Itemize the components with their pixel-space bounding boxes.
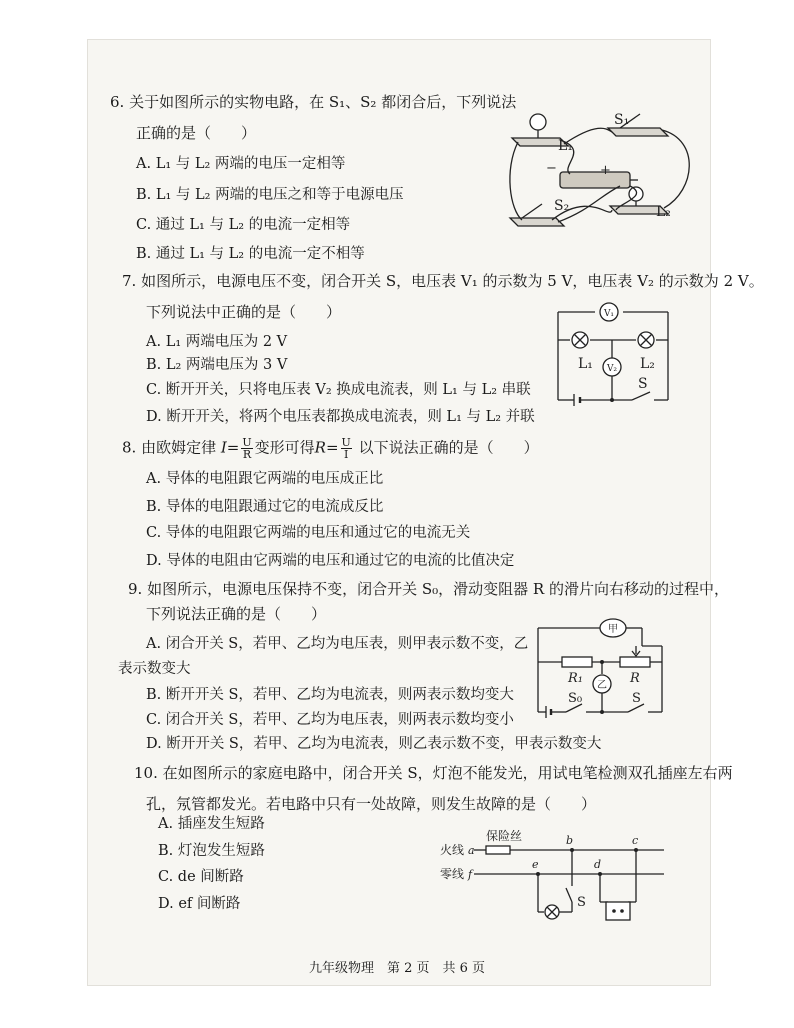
q7-circuit-figure	[550, 300, 678, 410]
q7-fig-l2: L₂	[640, 356, 655, 372]
q9-fig-jia: 甲	[608, 624, 618, 635]
q6-circuit-figure	[500, 100, 700, 240]
q8-option-d: D. 导体的电阻由它两端的电压和通过它的电流的比值决定	[146, 553, 515, 569]
q8-eq2-numerator: U	[341, 436, 351, 449]
q10-fig-e: e	[532, 858, 539, 871]
q7-option-c: C. 断开开关，只将电压表 V₂ 换成电流表，则 L₁ 与 L₂ 串联	[146, 382, 531, 398]
q10-fig-f: f	[468, 868, 473, 881]
q7-stem-line2: 下列说法中正确的是（ ）	[146, 303, 342, 321]
q10-fig-d: d	[594, 858, 602, 871]
q9-circuit-figure	[532, 616, 672, 718]
q9-stem-line1: 9. 如图所示，电源电压保持不变，闭合开关 S₀，滑动变阻器 R 的滑片向右移动的过程中，	[128, 580, 729, 598]
q8-option-c: C. 导体的电阻跟它两端的电压和通过它的电流无关	[146, 525, 471, 541]
q10-option-b: B. 灯泡发生短路	[158, 843, 265, 859]
q6-fig-s2: S₂	[554, 198, 570, 214]
q9-fig-s0: S₀	[568, 691, 583, 706]
q6-option-c: C. 通过 L₁ 与 L₂ 的电流一定相等	[136, 217, 351, 233]
q6-fig-l1: L₁	[558, 138, 573, 154]
q9-fig-r: R	[630, 671, 640, 686]
q8-eq1-numerator: U	[242, 436, 252, 449]
q7-fig-l1: L₁	[578, 356, 593, 372]
q8-stem	[122, 437, 539, 460]
q9-fig-yi: 乙	[597, 680, 607, 691]
q8-option-b: B. 导体的电阻跟通过它的电流成反比	[146, 499, 384, 515]
q10-option-c: C. de 间断路	[158, 869, 244, 885]
q6-option-d: B. 通过 L₁ 与 L₂ 的电流一定不相等	[136, 246, 365, 262]
q10-circuit-figure	[440, 826, 666, 926]
q6-fig-s1: S₁	[614, 112, 630, 128]
q9-option-d: D. 断开开关 S，若甲、乙均为电流表，则乙表示数不变，甲表示数变大	[146, 736, 602, 752]
q6-fig-l2: L₂	[656, 204, 671, 220]
q8-stem-part3: 以下说法正确的是（ ）	[358, 438, 539, 457]
q8-stem-part1: 8. 由欧姆定律	[122, 438, 217, 457]
q10-fig-c: c	[632, 834, 639, 847]
q9-option-a-cont: 表示数变大	[118, 661, 191, 677]
page-footer: 九年级物理 第 2 页 共 6 页	[308, 961, 486, 976]
q7-fig-v2: V₂	[606, 364, 618, 374]
q6-stem-line2: 正确的是（ ）	[136, 124, 257, 142]
q9-fig-r1: R₁	[568, 671, 583, 686]
q8-option-a: A. 导体的电阻跟它两端的电压成正比	[146, 471, 384, 487]
q7-option-a: A. L₁ 两端电压为 2 V	[146, 334, 288, 350]
q8-eq2-lhs: R=	[314, 438, 339, 457]
q9-option-c: C. 闭合开关 S，若甲、乙均为电压表，则两表示数均变小	[146, 712, 514, 728]
q7-fig-s: S	[638, 376, 648, 392]
q10-fig-a: a	[468, 844, 475, 857]
q10-option-d: D. ef 间断路	[158, 896, 241, 912]
q8-stem-part2: 变形可得	[254, 438, 315, 457]
q10-fig-b: b	[566, 834, 574, 847]
q6-fig-plus: +	[600, 163, 611, 178]
q6-option-b: B. L₁ 与 L₂ 两端的电压之和等于电源电压	[136, 187, 404, 203]
q8-eq2-fraction	[341, 437, 352, 460]
q9-option-b: B. 断开开关 S，若甲、乙均为电流表，则两表示数均变大	[146, 687, 514, 703]
q10-fig-s: S	[577, 895, 586, 910]
q10-stem-line1: 10. 在如图所示的家庭电路中，闭合开关 S，灯泡不能发光，用试电笔检测双孔插座左右两	[134, 764, 733, 782]
q8-eq2-denominator: I	[344, 448, 349, 461]
q9-option-a: A. 闭合开关 S，若甲、乙均为电压表，则甲表示数不变，乙	[146, 636, 529, 652]
q7-fig-v1: V₁	[603, 309, 615, 319]
q10-fig-live: 火线	[440, 843, 465, 857]
q10-stem-line2: 孔，氖管都发光。若电路中只有一处故障，则发生故障的是（ ）	[146, 795, 597, 813]
q10-option-a: A. 插座发生短路	[158, 816, 265, 832]
q6-option-a: A. L₁ 与 L₂ 两端的电压一定相等	[136, 156, 346, 172]
q9-stem-line2: 下列说法正确的是（ ）	[146, 605, 327, 623]
q7-option-d: D. 断开开关，将两个电压表都换成电流表，则 L₁ 与 L₂ 并联	[146, 409, 535, 425]
q10-fig-fuse: 保险丝	[486, 829, 523, 843]
q10-fig-neutral: 零线	[440, 867, 465, 881]
q7-option-b: B. L₂ 两端电压为 3 V	[146, 357, 288, 373]
q9-fig-s: S	[632, 691, 641, 706]
q8-eq1-lhs: I=	[220, 438, 240, 457]
q6-stem-line1: 6. 关于如图所示的实物电路，在 S₁、S₂ 都闭合后，下列说法	[110, 93, 517, 111]
q8-eq1-fraction	[241, 437, 252, 460]
q7-stem-line1: 7. 如图所示，电源电压不变，闭合开关 S，电压表 V₁ 的示数为 5 V，电压表 V₂ 的示数为 2 V。	[122, 272, 764, 290]
q8-eq1-denominator: R	[242, 448, 252, 461]
q6-fig-minus: −	[546, 161, 557, 176]
